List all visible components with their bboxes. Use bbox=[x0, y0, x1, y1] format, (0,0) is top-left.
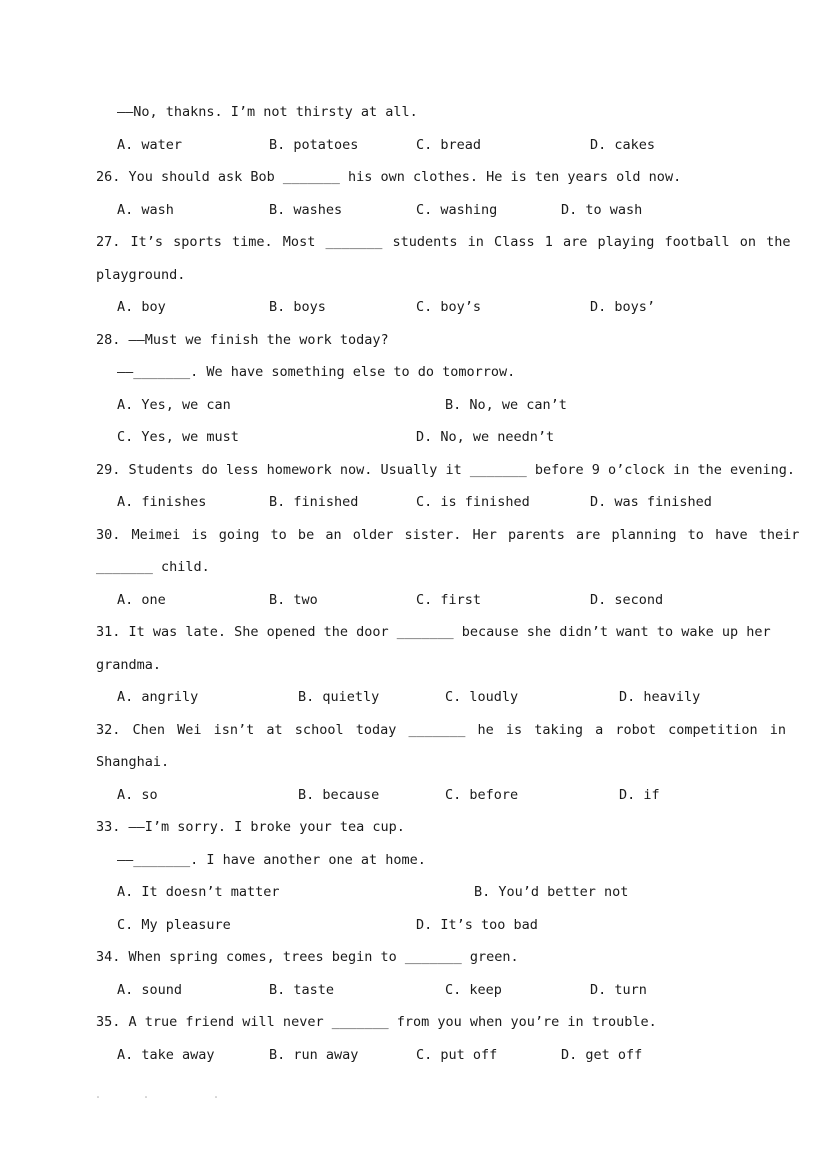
q30-option-c: C. first bbox=[416, 592, 482, 608]
q29-option-b: B. finished bbox=[269, 494, 359, 510]
footer-dots-icon bbox=[96, 1095, 226, 1099]
q30-option-d: D. second bbox=[590, 592, 664, 608]
q30-stem-cont: _______ child. bbox=[96, 559, 210, 575]
q31-stem-cont: grandma. bbox=[96, 657, 162, 673]
q31-stem: 31. It was late. She opened the door _______ because she didn’t want to wake up her bbox=[96, 624, 771, 640]
q32-option-b: B. because bbox=[298, 787, 380, 803]
q29-option-c: C. is finished bbox=[416, 494, 530, 510]
q34-option-a: A. sound bbox=[117, 982, 183, 998]
q29-option-a: A. finishes bbox=[117, 494, 207, 510]
q25-response: ——No, thakns. I’m not thirsty at all. bbox=[117, 104, 418, 120]
q28-option-b: B. No, we can’t bbox=[445, 397, 567, 413]
q27-stem: 27. It’s sports time. Most _______ students in Class 1 are playing football on the bbox=[96, 234, 791, 250]
q35-option-a: A. take away bbox=[117, 1047, 215, 1063]
q28-option-c: C. Yes, we must bbox=[117, 429, 239, 445]
q31-option-d: D. heavily bbox=[619, 689, 701, 705]
q31-option-a: A. angrily bbox=[117, 689, 199, 705]
q27-option-a: A. boy bbox=[117, 299, 166, 315]
q26-option-b: B. washes bbox=[269, 202, 343, 218]
q28-stem: 28. ——Must we finish the work today? bbox=[96, 332, 389, 348]
q30-option-b: B. two bbox=[269, 592, 318, 608]
q30-option-a: A. one bbox=[117, 592, 166, 608]
q29-stem: 29. Students do less homework now. Usually it _______ before 9 o’clock in the evening. bbox=[96, 462, 795, 478]
q27-stem-cont: playground. bbox=[96, 267, 186, 283]
q25-option-a: A. water bbox=[117, 137, 183, 153]
q35-option-c: C. put off bbox=[416, 1047, 498, 1063]
q34-option-c: C. keep bbox=[445, 982, 502, 998]
q31-option-b: B. quietly bbox=[298, 689, 380, 705]
q33-option-d: D. It’s too bad bbox=[416, 917, 538, 933]
q28-option-a: A. Yes, we can bbox=[117, 397, 231, 413]
q34-option-d: D. turn bbox=[590, 982, 647, 998]
q33-stem: 33. ——I’m sorry. I broke your tea cup. bbox=[96, 819, 405, 835]
q27-option-d: D. boys’ bbox=[590, 299, 656, 315]
q31-option-c: C. loudly bbox=[445, 689, 519, 705]
q35-option-b: B. run away bbox=[269, 1047, 359, 1063]
footer-marks bbox=[96, 1092, 226, 1096]
q27-option-c: C. boy’s bbox=[416, 299, 482, 315]
q32-option-a: A. so bbox=[117, 787, 158, 803]
q27-option-b: B. boys bbox=[269, 299, 326, 315]
q28-response: ——_______. We have something else to do tomorrow. bbox=[117, 364, 516, 380]
q32-option-d: D. if bbox=[619, 787, 660, 803]
q28-option-d: D. No, we needn’t bbox=[416, 429, 555, 445]
q33-option-b: B. You’d better not bbox=[474, 884, 629, 900]
q25-option-c: C. bread bbox=[416, 137, 482, 153]
q26-option-d: D. to wash bbox=[561, 202, 643, 218]
q33-response: ——_______. I have another one at home. bbox=[117, 852, 426, 868]
q34-option-b: B. taste bbox=[269, 982, 335, 998]
q29-option-d: D. was finished bbox=[590, 494, 712, 510]
q33-option-a: A. It doesn’t matter bbox=[117, 884, 280, 900]
q35-stem: 35. A true friend will never _______ from you when you’re in trouble. bbox=[96, 1014, 657, 1030]
q26-option-a: A. wash bbox=[117, 202, 174, 218]
q34-stem: 34. When spring comes, trees begin to _______ green. bbox=[96, 949, 519, 965]
q32-stem: 32. Chen Wei isn’t at school today _______ he is taking a robot competition in bbox=[96, 722, 786, 738]
q26-option-c: C. washing bbox=[416, 202, 498, 218]
q26-stem: 26. You should ask Bob _______ his own clothes. He is ten years old now. bbox=[96, 169, 682, 185]
q33-option-c: C. My pleasure bbox=[117, 917, 231, 933]
q25-option-b: B. potatoes bbox=[269, 137, 359, 153]
q30-stem: 30. Meimei is going to be an older sister. Her parents are planning to have their bbox=[96, 527, 800, 543]
q35-option-d: D. get off bbox=[561, 1047, 643, 1063]
q25-option-d: D. cakes bbox=[590, 137, 656, 153]
q32-stem-cont: Shanghai. bbox=[96, 754, 170, 770]
q32-option-c: C. before bbox=[445, 787, 519, 803]
